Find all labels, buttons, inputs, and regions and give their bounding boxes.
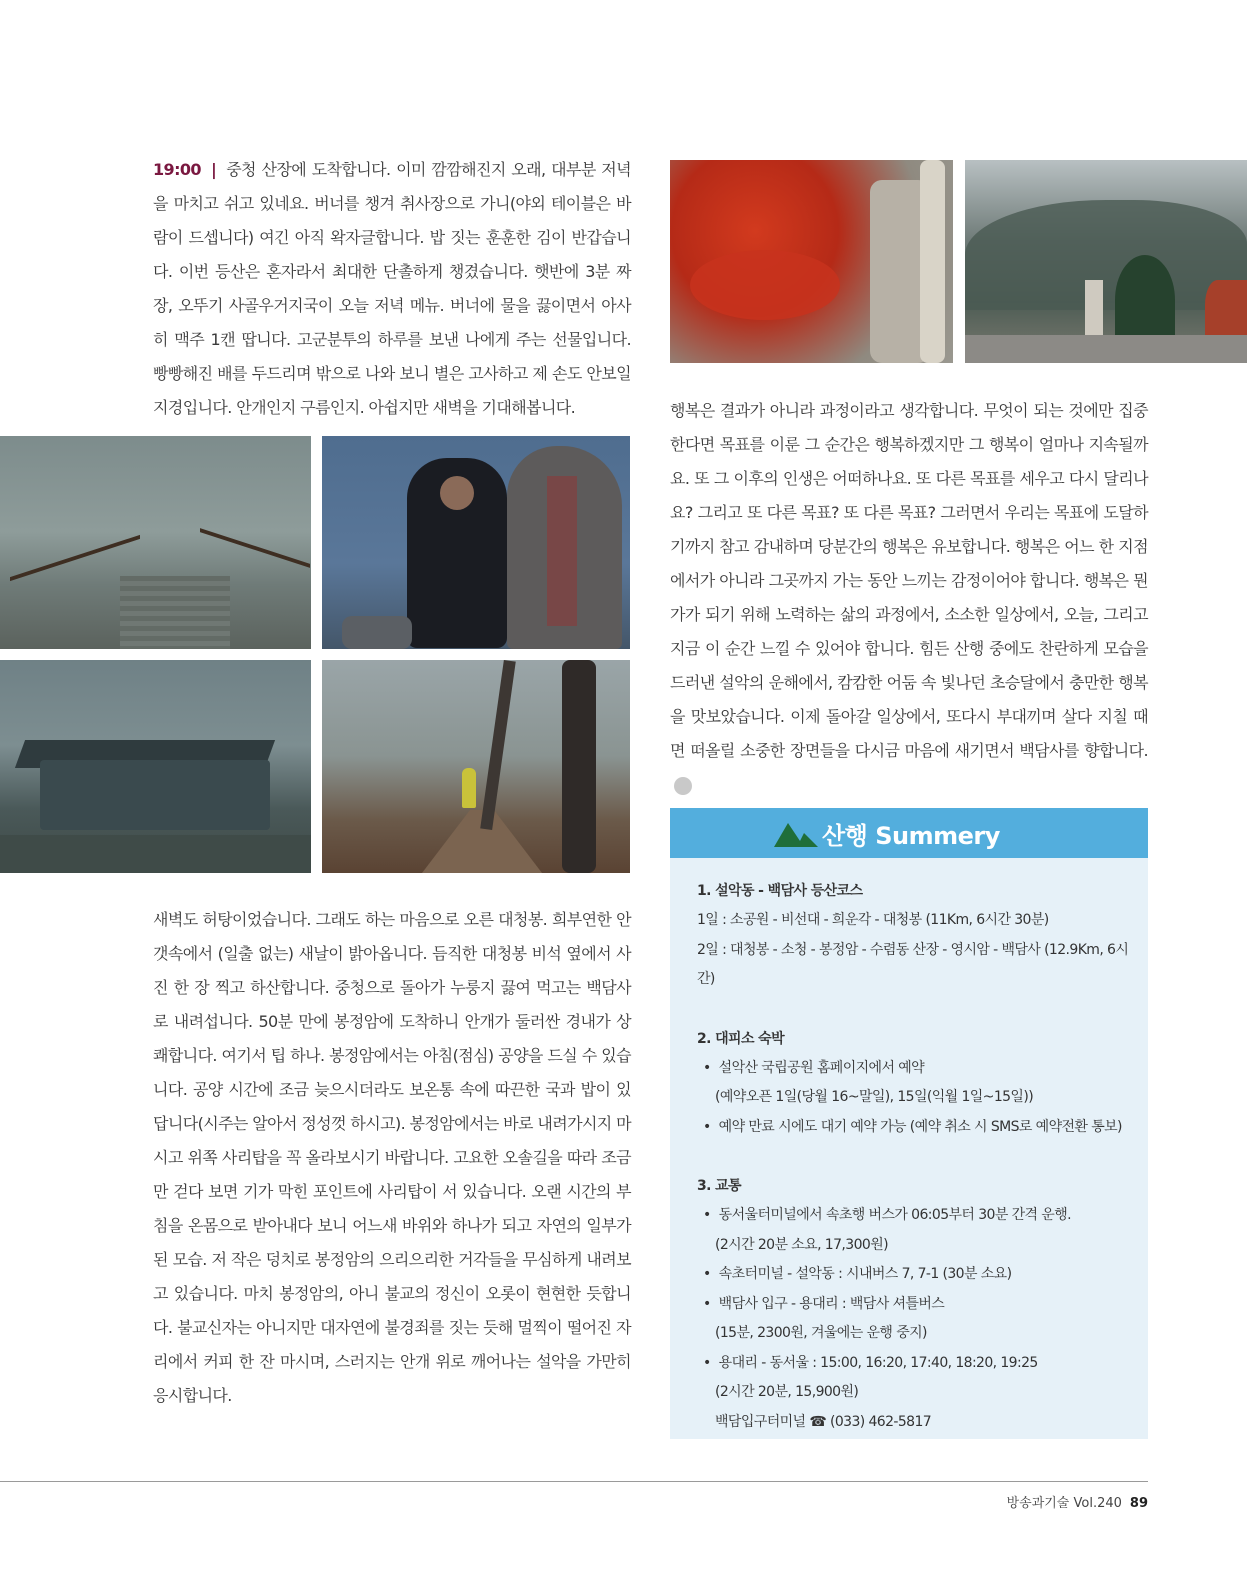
course-heading: 1. 설악동 - 백담사 등산코스 xyxy=(697,883,863,899)
summary-body xyxy=(697,876,1137,1437)
paragraph-happiness-text: 행복은 결과가 아니라 과정이라고 생각합니다. 무엇이 되는 것에만 집중한다면 목표를 이룬 그 순간은 행복하겠지만 그 행복이 얼마나 지속될까요. 또 그 이후의 인생은 어떠하나요. 또 다른 목표를 세우고 다시 달리나요? 그리고 또 다른 목표? 또 다른 목표? 그러면서 우리는 목표에 도달하기까지 참고 감내하며 당분간의 행복은 유보합니다. 행복은 어느 한 지점에서가 아니라 그곳까지 가는 동안 느끼는 감정이어야 합니다. 행복은 뭔가가 되기 위해 노력하는 삶의 과정에서, 소소한 일상에서, 오늘, 그리고 지금 이 순간 느낄 수 있어야 합니다. 힘든 산행 중에도 찬란하게 모습을 드러낸 설악의 운해에서, 캄캄한 어둠 속 빛나던 초승달에서 충만한 행복을 맛보았습니다. 이제 돌아갈 일상에서, 또다시 부대끼며 살다 지칠 때면 떠올릴 소중한 장면들을 다시금 마음에 새기면서 백담사를 향합니다. xyxy=(670,401,1148,760)
page-footer xyxy=(1007,1492,1148,1511)
course-day2: 2일 : 대청봉 - 소청 - 봉정암 - 수렴동 산장 - 영시암 - 백담사 (12.9Km, 6시간) xyxy=(697,941,1129,987)
mountain-icon xyxy=(774,821,818,847)
footer-divider xyxy=(0,1481,1148,1482)
photo-temple-valley xyxy=(965,160,1247,363)
summary-header xyxy=(670,808,1148,858)
transport-item: • 동서울터미널에서 속초행 버스가 06:05부터 30분 간격 운행. xyxy=(697,1201,1137,1231)
transport-item: • 속초터미널 - 설악동 : 시내버스 7, 7-1 (30분 소요) xyxy=(697,1260,1137,1290)
photo-summit-stone xyxy=(322,436,630,649)
photo-forest-trail xyxy=(322,660,630,873)
shelter-item: • 예약 만료 시에도 대기 예약 가능 (예약 취소 시 SMS로 예약전환 통보) xyxy=(697,1113,1137,1143)
photo-shelter-fog xyxy=(0,660,311,873)
time-label: 19:00 xyxy=(153,160,201,179)
paragraph-happiness xyxy=(670,394,1148,802)
course-day1: 1일 : 소공원 - 비선대 - 희운각 - 대청봉 (11Km, 6시간 30분) xyxy=(697,912,1049,928)
paragraph-evening xyxy=(153,153,631,425)
shelter-item-detail: (예약오픈 1일(당월 16~말일), 15일(익월 1일~15일)) xyxy=(715,1089,1034,1105)
summary-title: 산행 Summery xyxy=(822,822,1000,850)
terminal-phone: 백담입구터미널 ☎ (033) 462-5817 xyxy=(715,1413,932,1430)
transport-item: • 용대리 - 동서울 : 15:00, 16:20, 17:40, 18:20, 19:25 xyxy=(697,1349,1137,1379)
end-mark-icon xyxy=(674,777,692,795)
transport-item-detail: (2시간 20분 소요, 17,300원) xyxy=(715,1236,888,1253)
summary-box xyxy=(670,808,1148,1439)
magazine-name: 방송과기술 Vol.240 xyxy=(1006,1496,1122,1511)
photo-red-maple xyxy=(670,160,953,363)
transport-heading: 3. 교통 xyxy=(697,1178,741,1194)
page-number: 89 xyxy=(1129,1496,1148,1511)
shelter-item: • 설악산 국립공원 홈페이지에서 예약 xyxy=(697,1054,1137,1084)
shelter-heading: 2. 대피소 숙박 xyxy=(697,1030,785,1047)
transport-item-detail: (2시간 20분, 15,900원) xyxy=(715,1384,859,1400)
paragraph-dawn: 새벽도 허탕이었습니다. 그래도 하는 마음으로 오른 대청봉. 희부연한 안갯속에서 (일출 없는) 새날이 밝아옵니다. 듬직한 대청봉 비석 옆에서 사진 한 장 찍고 하산합니다. 중청으로 돌아가 누룽지 끓여 먹고는 백담사로 내려섭니다. 50분 만에 봉정암에 도착하니 안개가 둘러싼 경내가 상쾌합니다. 여기서 팁 하나. 봉정암에서는 아침(점심) 공양을 드실 수 있습니다. 공양 시간에 조금 늦으시더라도 보온통 속에 따끈한 국과 밥이 있답니다(시주는 알아서 정성껏 하시고). 봉정암에서는 바로 내려가시지 마시고 위쪽 사리탑을 꼭 올라보시기 바랍니다. 고요한 오솔길을 따라 조금만 걷다 보면 기가 막힌 포인트에 사리탑이 서 있습니다. 오랜 시간의 부침을 온몸으로 받아내다 보니 어느새 바위와 하나가 되고 자연의 일부가 된 모습. 저 작은 덩치로 봉정암의 으리으리한 거각들을 무심하게 내려보고 있습니다. 마치 봉정암의, 아니 불교의 정신이 오롯이 현현한 듯합니다. 불교신자는 아니지만 대자연에 불경죄를 짓는 듯해 멀찍이 떨어진 자리에서 커피 한 잔 마시며, 스러지는 안개 위로 깨어나는 설악을 가만히 응시합니다. xyxy=(153,910,631,1405)
paragraph-evening-text: 중청 산장에 도착합니다. 이미 깜깜해진지 오래, 대부분 저녁을 마치고 쉬고 있네요. 버너를 챙겨 취사장으로 가니(야외 테이블은 바람이 드셉니다) 여긴 아직 왁자글합니다. 밥 짓는 훈훈한 김이 반갑습니다. 이번 등산은 혼자라서 최대한 단촐하게 챙겼습니다. 햇반에 3분 짜장, 오뚜기 사골우거지국이 오늘 저녁 메뉴. 버너에 물을 끓이면서 아사히 맥주 1캔 땁니다. 고군분투의 하루를 보낸 나에게 주는 선물입니다. 빵빵해진 배를 두드리며 밖으로 나와 보니 별은 고사하고 제 손도 안보일 지경입니다. 안개인지 구름인지. 아쉽지만 새벽을 기대해봅니다. xyxy=(153,160,631,417)
transport-item-detail: (15분, 2300원, 겨울에는 운행 중지) xyxy=(715,1325,927,1341)
photo-foggy-stairs xyxy=(0,436,311,649)
transport-item: • 백담사 입구 - 용대리 : 백담사 셔틀버스 xyxy=(697,1290,1137,1320)
separator: | xyxy=(210,160,217,179)
